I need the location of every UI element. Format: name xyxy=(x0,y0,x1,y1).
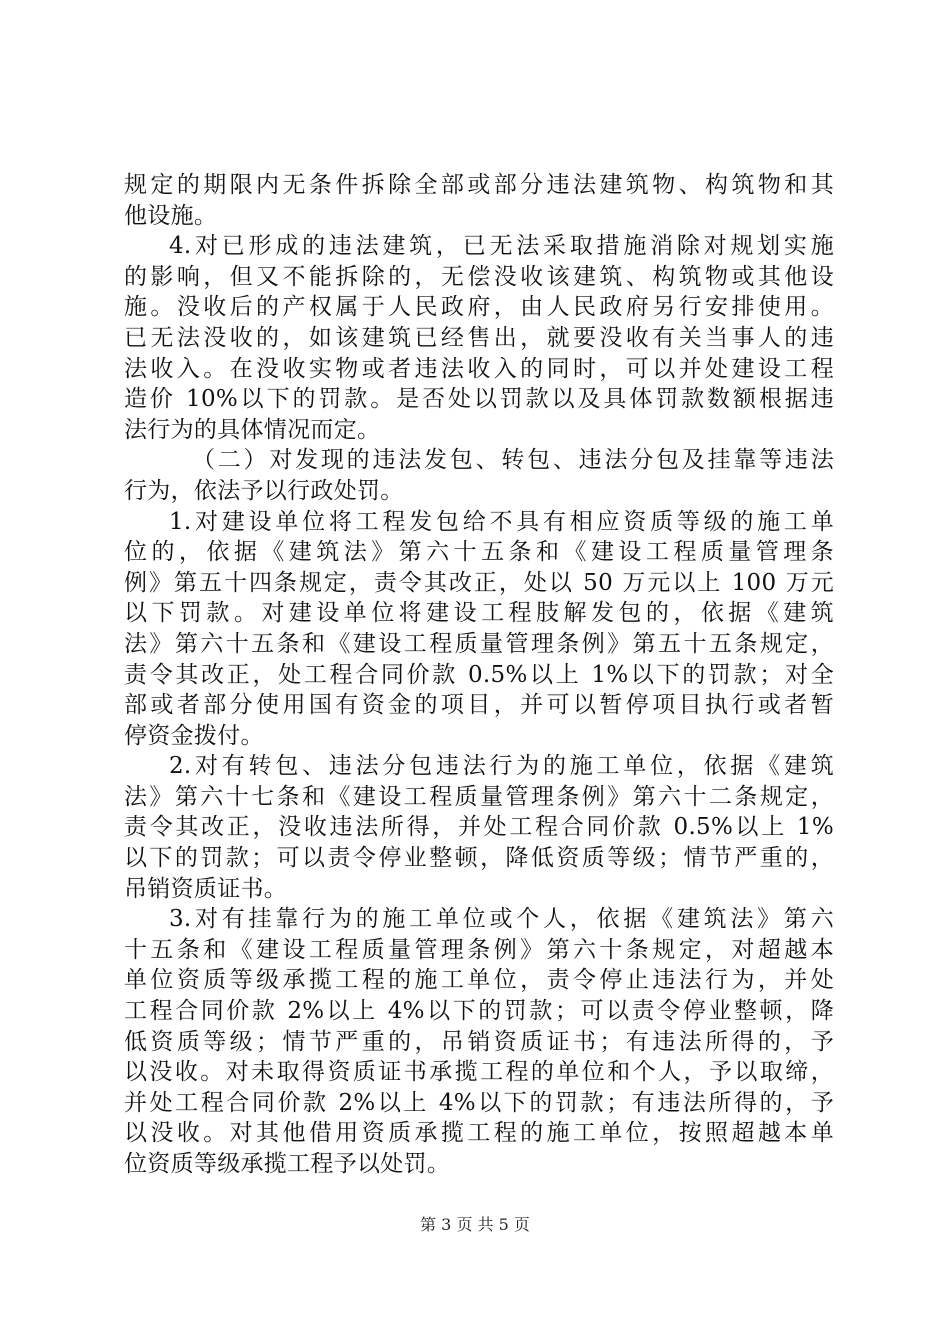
text-line: 1.对建设单位将工程发包给不具有相应资质等级的施工单 xyxy=(169,508,834,535)
text-line: 法行为的具体情况而定。 xyxy=(124,416,381,443)
text-line: 十五条和《建设工程质量管理条例》第六十条规定，对超越本 xyxy=(124,936,834,963)
text-line: 单位资质等级承揽工程的施工单位，责令停止违法行为，并处 xyxy=(124,967,834,994)
text-line: 以没收。对其他借用资质承揽工程的施工单位，按照超越本单 xyxy=(124,1120,834,1147)
text-line: 工程合同价款 2%以上 4%以下的罚款；可以责令停业整顿，降 xyxy=(124,998,834,1025)
text-line: 他设施。 xyxy=(124,202,218,229)
text-line: 3.对有挂靠行为的施工单位或个人，依据《建筑法》第六 xyxy=(169,906,834,933)
text-line: 并处工程合同价款 2%以上 4%以下的罚款；有违法所得的，予 xyxy=(124,1089,834,1116)
text-line: 造价 10%以下的罚款。是否处以罚款以及具体罚款数额根据违 xyxy=(124,386,834,413)
document-body xyxy=(124,170,834,1180)
text-line: 以下的罚款；可以责令停业整顿，降低资质等级；情节严重的， xyxy=(124,845,834,872)
text-line: 部或者部分使用国有资金的项目，并可以暂停项目执行或者暂 xyxy=(124,692,834,719)
text-line: 施。没收后的产权属于人民政府，由人民政府另行安排使用。 xyxy=(124,294,834,321)
text-line: 位的，依据《建筑法》第六十五条和《建设工程质量管理条 xyxy=(124,539,834,566)
text-line: 法》第六十七条和《建设工程质量管理条例》第六十二条规定， xyxy=(124,783,834,810)
text-line: 2.对有转包、违法分包违法行为的施工单位，依据《建筑 xyxy=(169,753,834,780)
text-line: 法收入。在没收实物或者违法收入的同时，可以并处建设工程 xyxy=(124,355,834,382)
text-line: 以下罚款。对建设单位将建设工程肢解发包的，依据《建筑 xyxy=(124,600,834,627)
text-line: 停资金拨付。 xyxy=(124,722,264,749)
text-line: 例》第五十四条规定，责令其改正，处以 50 万元以上 100 万元 xyxy=(124,569,834,596)
text-line: 规定的期限内无条件拆除全部或部分违法建筑物、构筑物和其 xyxy=(124,172,834,198)
text-line: 已无法没收的，如该建筑已经售出，就要没收有关当事人的违 xyxy=(124,324,834,351)
text-line: 4.对已形成的违法建筑，已无法采取措施消除对规划实施 xyxy=(169,233,834,260)
text-line: 责令其改正，没收违法所得，并处工程合同价款 0.5%以上 1% xyxy=(124,814,834,841)
text-line: 的影响，但又不能拆除的，无偿没收该建筑、构筑物或其他设 xyxy=(124,263,834,290)
text-line: 法》第六十五条和《建设工程质量管理条例》第五十五条规定， xyxy=(124,630,834,657)
text-line: 吊销资质证书。 xyxy=(124,875,288,902)
text-line: 低资质等级；情节严重的，吊销资质证书；有违法所得的，予 xyxy=(124,1028,834,1055)
text-line: 位资质等级承揽工程予以处罚。 xyxy=(124,1151,451,1177)
text-line: 责令其改正，处工程合同价款 0.5%以上 1%以下的罚款；对全 xyxy=(124,661,834,688)
text-line: 行为，依法予以行政处罚。 xyxy=(124,477,404,504)
text-line: （二）对发现的违法发包、转包、违法分包及挂靠等违法 xyxy=(192,447,834,474)
text-line: 以没收。对未取得资质证书承揽工程的单位和个人，予以取缔， xyxy=(124,1059,834,1086)
page-number-label: 第 3 页 共 5 页 xyxy=(420,1215,530,1234)
page-footer xyxy=(0,1212,950,1235)
